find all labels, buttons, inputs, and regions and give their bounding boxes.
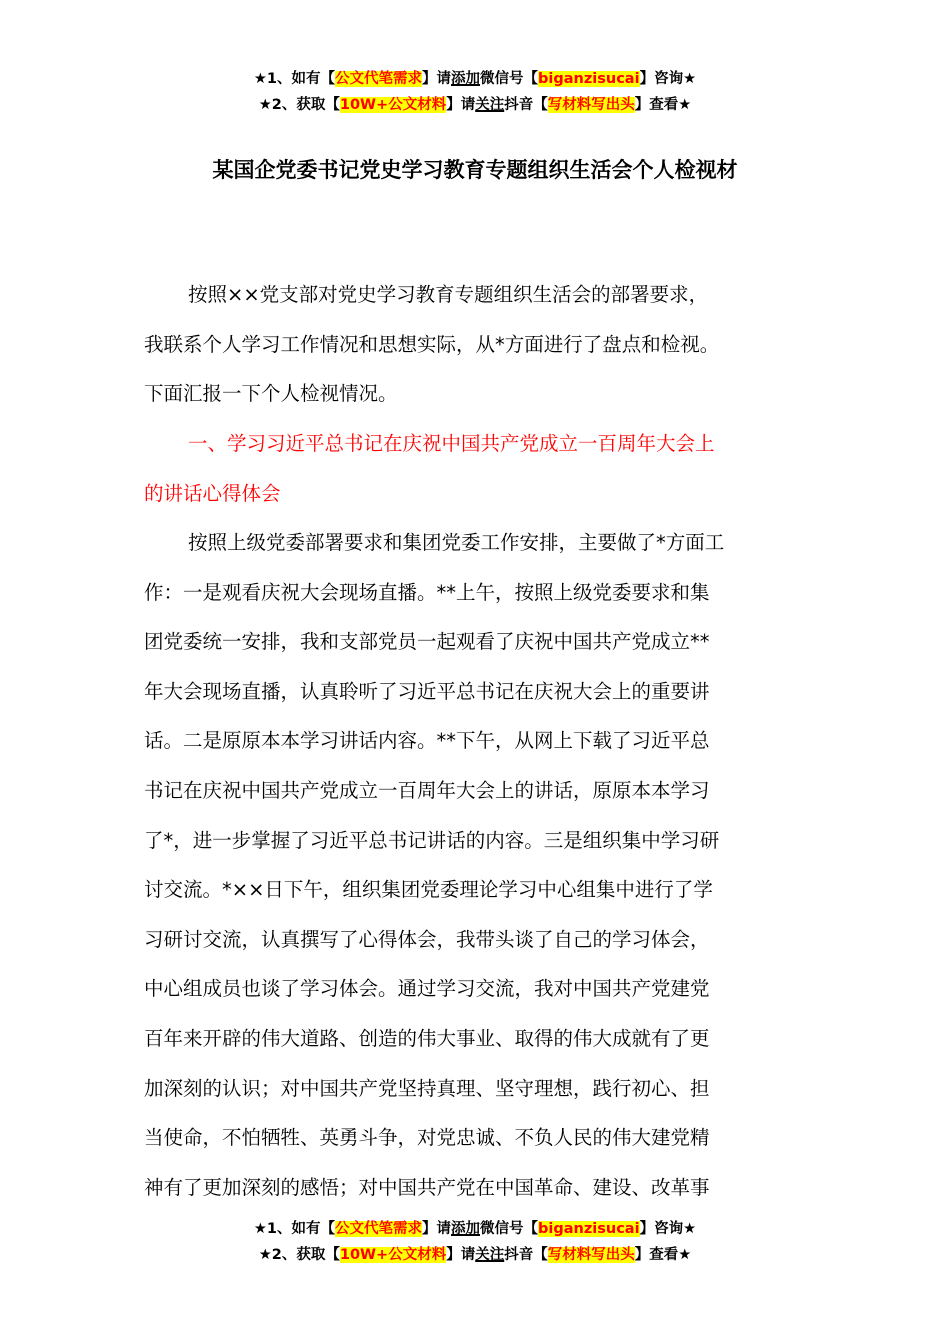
paragraph-line: 讨交流。*××日下午，组织集团党委理论学习中心组集中进行了学 (144, 878, 713, 902)
banner-text: 】请 (446, 97, 476, 113)
banner-text: 抖音【 (504, 97, 548, 113)
paragraph-line: 了*，进一步掌握了习近平总书记讲话的内容。三是组织集中学习研 (144, 828, 720, 852)
paragraph-line: 中心组成员也谈了学习体会。通过学习交流，我对中国共产党建党 (144, 977, 710, 1001)
footer-banner (0, 1216, 950, 1268)
banner-highlight: biganzisucai (538, 1221, 640, 1237)
heading-line: 的讲话心得体会 (144, 481, 281, 505)
paragraph-line: 当使命，不怕牺牲、英勇斗争，对党忠诚、不负人民的伟大建党精 (144, 1126, 710, 1150)
paragraph-line: 书记在庆祝中国共产党成立一百周年大会上的讲话，原原本本学习 (144, 778, 710, 802)
banner-text: 】请 (446, 1247, 476, 1263)
paragraph-line: 话。二是原原本本学习讲话内容。**下午，从网上下载了习近平总 (144, 729, 710, 753)
banner-text: 微信号【 (480, 1221, 539, 1237)
intro-paragraph (144, 270, 806, 419)
paragraph-line: 神有了更加深刻的感悟；对中国共产党在中国革命、建设、改革事 (144, 1175, 710, 1199)
banner-text: ★2、获取【 (258, 97, 340, 113)
banner-text: 】请 (422, 71, 452, 87)
banner-text: ★1、如有【 (253, 1221, 336, 1237)
banner-text: 】查看★ (634, 97, 692, 113)
banner-underlined-text: 添加 (451, 71, 481, 87)
banner-line-1 (0, 1216, 950, 1242)
banner-line-2 (0, 1242, 950, 1268)
banner-text: ★2、获取【 (258, 1247, 340, 1263)
banner-underlined-text: 关注 (475, 97, 505, 113)
body-paragraph (144, 518, 806, 1212)
banner-text: 抖音【 (504, 1247, 548, 1263)
paragraph-line: 习研讨交流，认真撰写了心得体会，我带头谈了自己的学习体会， (144, 927, 710, 951)
banner-text: 】咨询★ (639, 71, 697, 87)
paragraph-line: 按照上级党委部署要求和集团党委工作安排，主要做了*方面工 (188, 531, 725, 554)
paragraph-line: 加深刻的认识；对中国共产党坚持真理、坚守理想，践行初心、担 (144, 1076, 710, 1100)
banner-highlight: 公文代笔需求 (335, 71, 423, 87)
banner-highlight: 写材料写出头 (547, 1247, 635, 1263)
paragraph-line: 年大会现场直播，认真聆听了习近平总书记在庆祝大会上的重要讲 (144, 679, 710, 703)
paragraph-line: 下面汇报一下个人检视情况。 (144, 382, 398, 406)
document-title: 某国企党委书记党史学习教育专题组织生活会个人检视材 (212, 158, 738, 182)
banner-highlight: biganzisucai (538, 71, 640, 87)
banner-line-1 (0, 66, 950, 92)
paragraph-line: 团党委统一安排，我和支部党员一起观看了庆祝中国共产党成立** (144, 630, 710, 654)
banner-text: 】咨询★ (639, 1221, 697, 1237)
paragraph-line: 作：一是观看庆祝大会现场直播。**上午，按照上级党委要求和集 (144, 580, 710, 604)
banner-highlight: 写材料写出头 (547, 97, 635, 113)
banner-highlight: 公文代笔需求 (335, 1221, 423, 1237)
banner-line-2 (0, 92, 950, 118)
banner-highlight: 10W+公文材料 (339, 97, 447, 113)
banner-text: 】查看★ (634, 1247, 692, 1263)
banner-underlined-text: 关注 (475, 1247, 505, 1263)
header-banner (0, 66, 950, 118)
paragraph-line: 百年来开辟的伟大道路、创造的伟大事业、取得的伟大成就有了更 (144, 1026, 710, 1050)
banner-text: ★1、如有【 (253, 71, 336, 87)
banner-underlined-text: 添加 (451, 1221, 481, 1237)
banner-text: 】请 (422, 1221, 452, 1237)
paragraph-line: 按照××党支部对党史学习教育专题组织生活会的部署要求， (188, 283, 709, 306)
section-heading (144, 419, 806, 518)
banner-highlight: 10W+公文材料 (339, 1247, 447, 1263)
heading-line: 一、学习习近平总书记在庆祝中国共产党成立一百周年大会上 (188, 432, 715, 455)
banner-text: 微信号【 (480, 71, 539, 87)
paragraph-line: 我联系个人学习工作情况和思想实际，从*方面进行了盘点和检视。 (144, 332, 720, 356)
